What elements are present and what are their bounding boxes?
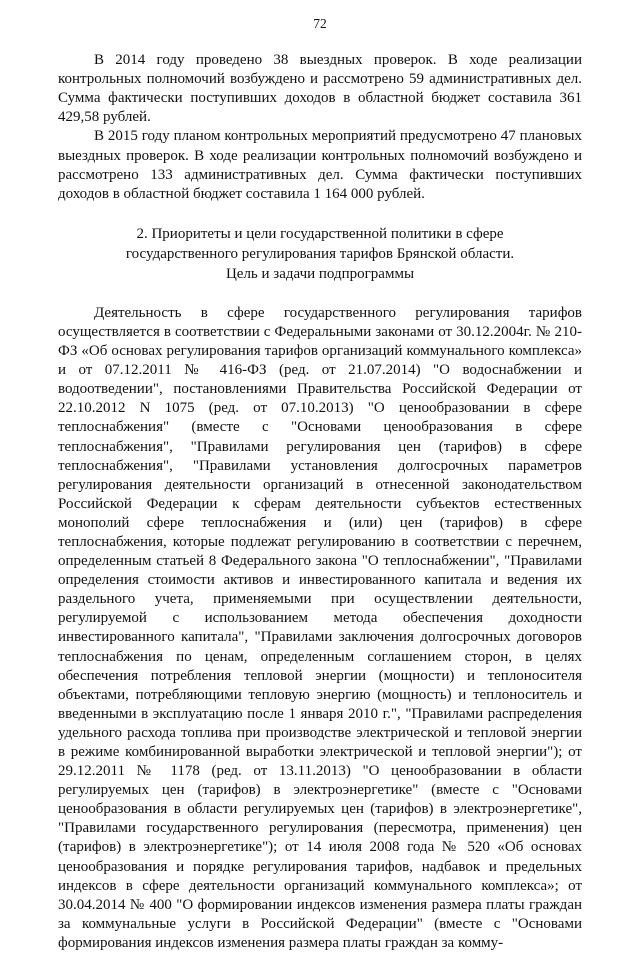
page-number: 72 xyxy=(313,16,327,31)
section-heading xyxy=(58,224,582,284)
body-paragraph: Деятельность в сфере государственного регулирования тарифов осуществляется в соответствии с Федеральными законами от 30.12.2004г. № 210-ФЗ «Об основах регулирования тарифов организаций коммунального комплекса» и от 07.12.2011 № 416-ФЗ (ред. от 21.07.2014) "О водоснабжении и водоотведении", постановлениями Правительства Российской Федерации от 22.10.2012 N 1075 (ред. от 07.10.2013) "О ценообразовании в сфере теплоснабжения" (вместе с "Основами ценообразования в сфере теплоснабжения", "Правилами регулирования цен (тарифов) в сфере теплоснабжения", "Правилами установления долгосрочных параметров регулирования деятельности организаций в отнесенной законодательством Российской Федерации к сферам деятельности субъектов естественных монополий сфере теплоснабжения и (или) цен (тарифов) в сфере теплоснабжения, которые подлежат регулированию в соответствии с перечнем, определенным статьей 8 Федерального закона "О теплоснабжении", "Правилами определения стоимости активов и инвестированного капитала и ведения их раздельного учета, применяемыми при осуществлении деятельности, регулируемой с использованием метода обеспечения доходности инвестированного капитала", "Правилами заключения долгосрочных договоров теплоснабжения по ценам, определенным соглашением сторон, в целях обеспечения потребления тепловой энергии (мощности) и теплоносителя объектами, потребляющими тепловую энергию (мощность) и теплоноситель и введенными в эксплуатацию после 1 января 2010 г.", "Правилами распределения удельного расхода топлива при производстве электрической и тепловой энергии в режиме комбинированной выработки электрической и тепловой энергии"); от 29.12.2011 № 1178 (ред. от 13.11.2013) "О ценообразовании в области регулируемых цен (тарифов) в электроэнергетике" (вместе с "Основами ценообразования в области регулируемых цен (тарифов) в электроэнергетике", "Правилами государственного регулирования (пересмотра, применения) цен (тарифов) в электроэнергетике"); от 14 июля 2008 года № 520 «Об основах ценообразования и порядке регулирования тарифов, надбавок и предельных индексов в сфере деятельности организаций коммунального комплекса»; от 30.04.2014 № 400 "О формировании индексов изменения размера платы граждан за коммунальные услуги в Российской Федерации" (вместе с "Основами формирования индексов изменения размера платы граждан за комму- xyxy=(58,304,582,951)
paragraph-2015: В 2015 году планом контрольных мероприятий предусмотрено 47 плановых выездных проверок. В ходе реализации контрольных полномочий возбуждено и рассмотрено 133 административных дел. Сумма фактически поступивших доходов в областной бюджет составила 1 164 000 рублей. xyxy=(58,128,582,202)
heading-line-3: Цель и задачи подпрограммы xyxy=(225,265,415,282)
paragraph-2014: В 2014 году проведено 38 выездных проверок. В ходе реализации контрольных полномочий возбуждено и рассмотрено 59 административных дел. Сумма фактически поступивших доходов в областной бюджет составила 361 429,58 рублей. xyxy=(58,52,582,126)
heading-line-2: государственного регулирования тарифов Брянской области. xyxy=(125,245,515,262)
heading-line-1: 2. Приоритеты и цели государственной политики в сфере xyxy=(136,225,504,242)
